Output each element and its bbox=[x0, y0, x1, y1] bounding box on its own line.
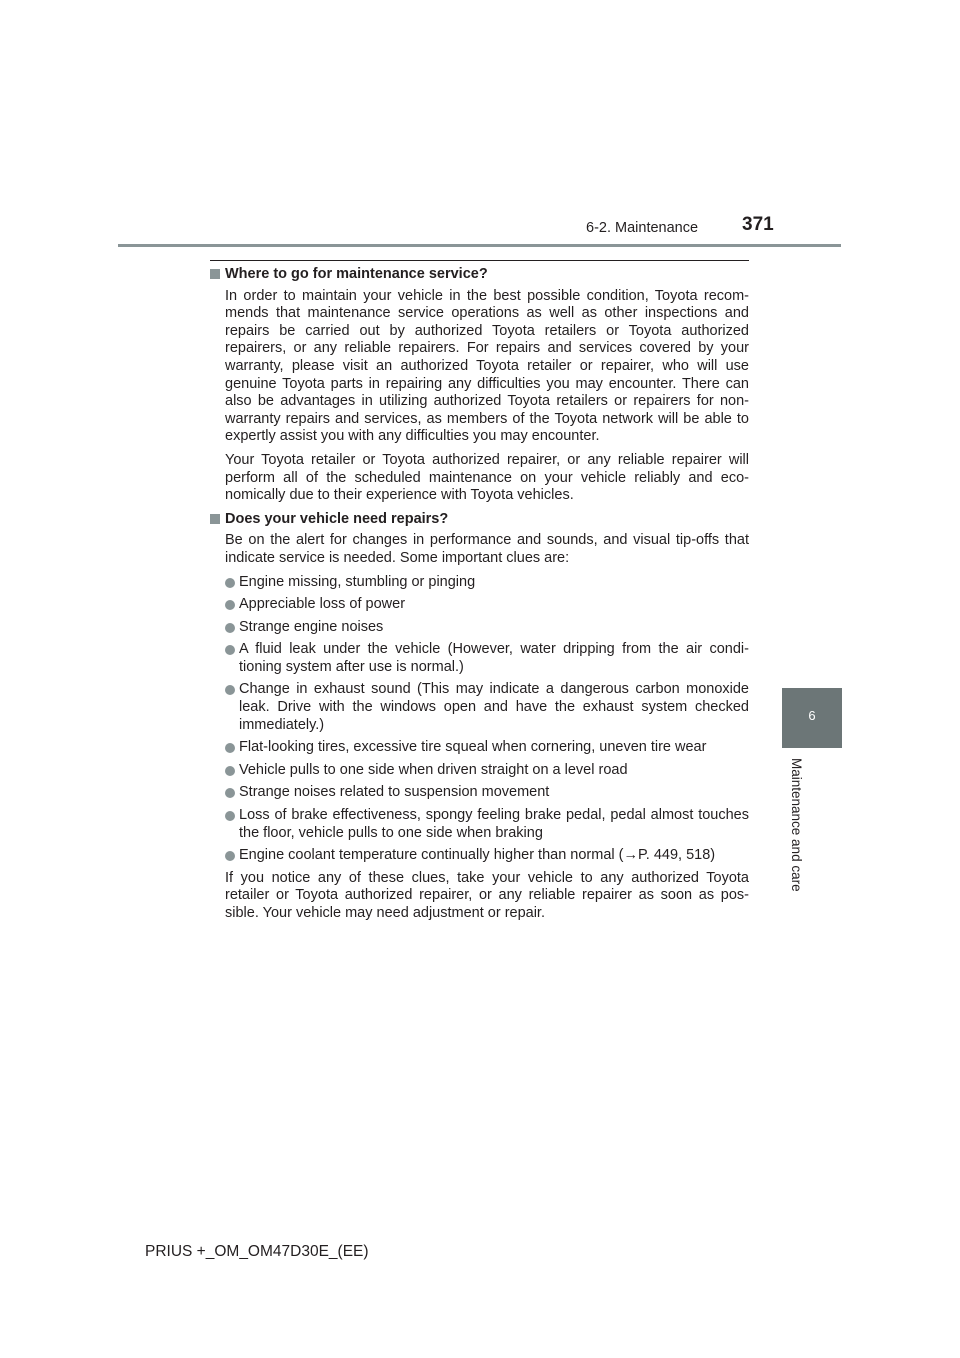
circle-bullet-icon bbox=[225, 743, 235, 753]
list-item bbox=[225, 681, 749, 734]
section-title: 6-2. Maintenance bbox=[586, 220, 699, 236]
header-divider bbox=[118, 244, 841, 247]
document-code: PRIUS +_OM_OM47D30E_(EE) bbox=[145, 1243, 369, 1260]
content-divider bbox=[210, 260, 749, 261]
circle-bullet-icon bbox=[225, 811, 235, 821]
circle-bullet-icon bbox=[225, 851, 235, 861]
circle-bullet-icon bbox=[225, 766, 235, 776]
list-item bbox=[225, 596, 749, 614]
circle-bullet-icon bbox=[225, 600, 235, 610]
list-item-text: Appreciable loss of power bbox=[239, 596, 406, 613]
list-item bbox=[225, 574, 749, 592]
circle-bullet-icon bbox=[225, 623, 235, 633]
circle-bullet-icon bbox=[225, 788, 235, 798]
paragraph: In order to maintain your vehicle in the best possible condition, Toyota recom-mends that maintenance service operations as well as other inspections and repairs be carried out by authorized Toyota retailers or Toyota authorized repairers, or any reliable repairers. For repairs and services covered by your warranty, please visit an authorized Toyota retailer or repairer, who will use genuine Toyota parts in repairing any difficulties you may encounter. There can also be advantages in utilizing authorized Toyota retailers or repairers for non-warranty repairs and services, as members of the Toyota network will be able to expertly assist you with any difficulties you may encounter. bbox=[225, 287, 749, 445]
list-item-text: Strange noises related to suspension movement bbox=[239, 784, 550, 801]
list-item-text: Flat-looking tires, excessive tire squeal when cornering, uneven tire wear bbox=[239, 739, 707, 756]
chapter-label: Maintenance and care bbox=[789, 758, 804, 892]
list-item bbox=[225, 807, 749, 842]
circle-bullet-icon bbox=[225, 578, 235, 588]
list-item bbox=[225, 762, 749, 780]
chapter-number: 6 bbox=[808, 708, 816, 723]
list-item-text: Vehicle pulls to one side when driven straight on a level road bbox=[239, 761, 628, 778]
square-bullet-icon bbox=[210, 269, 220, 279]
list-item-text: A fluid leak under the vehicle (However, water dripping from the air condi-tioning system after use is normal.) bbox=[239, 641, 749, 675]
list-item-text: Strange engine noises bbox=[239, 618, 384, 635]
section-heading bbox=[210, 266, 749, 284]
list-item bbox=[225, 784, 749, 802]
list-item bbox=[225, 641, 749, 676]
heading-text: Does your vehicle need repairs? bbox=[225, 510, 449, 527]
list-item bbox=[225, 619, 749, 637]
paragraph: Be on the alert for changes in performance and sounds, and visual tip-offs that indicate service is needed. Some important clues are: bbox=[225, 532, 749, 566]
heading-text: Where to go for maintenance service? bbox=[225, 266, 488, 282]
chapter-tab bbox=[782, 688, 842, 748]
circle-bullet-icon bbox=[225, 645, 235, 655]
square-bullet-icon bbox=[210, 514, 220, 524]
list-item-text: Engine missing, stumbling or pinging bbox=[239, 573, 476, 590]
list-item-text: Change in exhaust sound (This may indicate a dangerous carbon monoxide leak. Drive with the windows open and have the exhaust system checked immediately.) bbox=[239, 681, 749, 733]
list-item-text: Engine coolant temperature continually higher than normal (→P. 449, 518) bbox=[239, 847, 716, 864]
paragraph: If you notice any of these clues, take your vehicle to any authorized Toyota retailer or Toyota authorized repairer, or any reliable repairer as soon as pos-sible. Your vehicle may need adjustment or repair. bbox=[225, 869, 749, 921]
page-number: 371 bbox=[742, 214, 774, 235]
paragraph: Your Toyota retailer or Toyota authorized repairer, or any reliable repairer will perform all of the scheduled maintenance on your vehicle reliably and eco-nomically due to their experience with Toyota vehicles. bbox=[225, 451, 749, 504]
main-content bbox=[210, 266, 749, 929]
list-item bbox=[225, 847, 749, 865]
section-heading bbox=[210, 511, 749, 529]
circle-bullet-icon bbox=[225, 685, 235, 695]
list-item-text: Loss of brake effectiveness, spongy feeling brake pedal, pedal almost touches the floor, vehicle pulls to one side when braking bbox=[239, 807, 749, 841]
list-item bbox=[225, 739, 749, 757]
